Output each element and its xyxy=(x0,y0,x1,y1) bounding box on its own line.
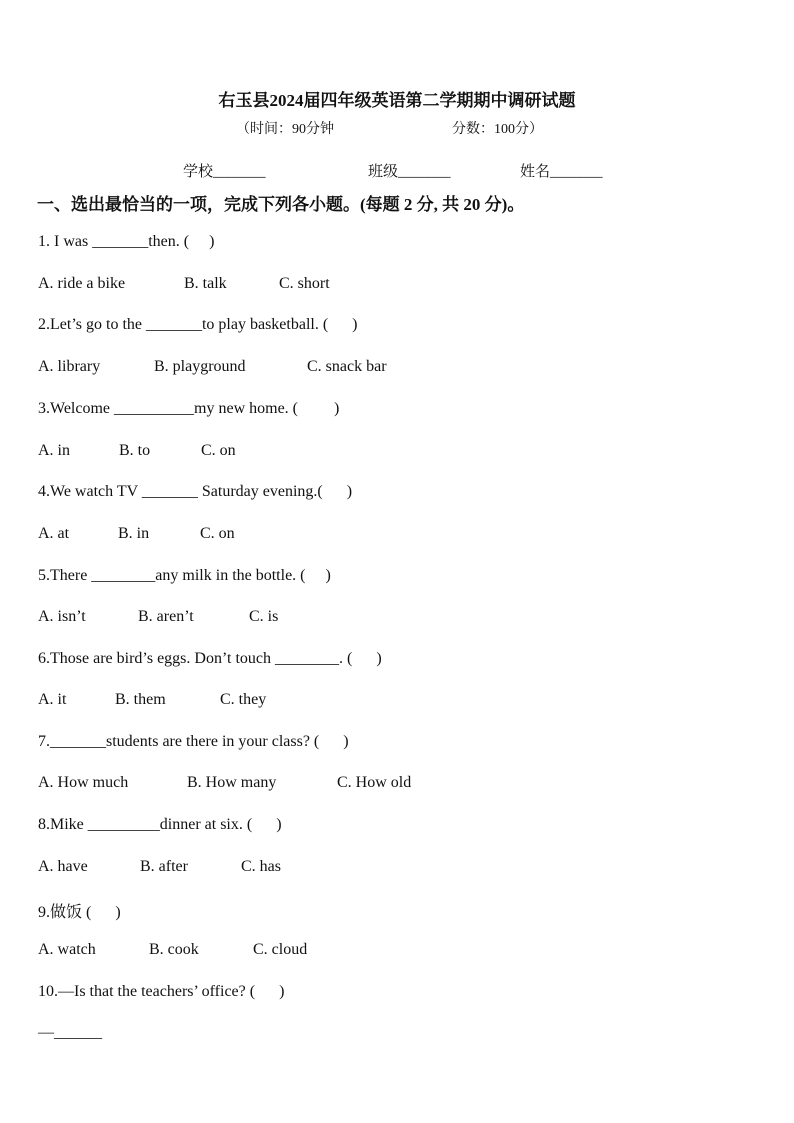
question-4-option-c[interactable]: C. on xyxy=(200,525,235,542)
exam-title: 右玉县2024届四年级英语第二学期期中调研试题 xyxy=(218,91,576,110)
question-3: 3.Welcome __________my new home. ( ) xyxy=(38,400,340,417)
question-7-option-b[interactable]: B. How many xyxy=(187,774,277,791)
question-5-option-c[interactable]: C. is xyxy=(249,608,279,625)
question-9-option-b[interactable]: B. cook xyxy=(149,941,199,958)
question-4-option-a[interactable]: A. at xyxy=(38,525,70,542)
question-3-option-a[interactable]: A. in xyxy=(38,442,70,459)
question-6-option-c[interactable]: C. they xyxy=(220,691,267,708)
question-9-option-c[interactable]: C. cloud xyxy=(253,941,308,958)
question-3-option-c[interactable]: C. on xyxy=(201,442,236,459)
question-2-option-b[interactable]: B. playground xyxy=(154,358,246,375)
school-field[interactable]: 学校_______ xyxy=(183,164,266,180)
question-5: 5.There ________any milk in the bottle. ( ) xyxy=(38,567,331,584)
section-heading: 一、选出最恰当的一项，完成下列各小题。(每题 2 分, 共 20 分)。 xyxy=(37,195,525,214)
question-6-option-a[interactable]: A. it xyxy=(38,691,67,708)
question-6: 6.Those are bird’s eggs. Don’t touch ________. ( ) xyxy=(38,650,382,667)
question-1-option-c[interactable]: C. short xyxy=(279,275,330,292)
question-7-option-c[interactable]: C. How old xyxy=(337,774,412,791)
question-5-option-a[interactable]: A. isn’t xyxy=(38,608,86,625)
question-5-option-b[interactable]: B. aren’t xyxy=(138,608,194,625)
question-8-option-b[interactable]: B. after xyxy=(140,858,188,875)
question-1-option-a[interactable]: A. ride a bike xyxy=(38,275,126,292)
question-4: 4.We watch TV _______ Saturday evening.( ) xyxy=(38,483,353,500)
question-8: 8.Mike _________dinner at six. ( ) xyxy=(38,816,282,833)
question-4-option-b[interactable]: B. in xyxy=(118,525,150,542)
question-2-option-c[interactable]: C. snack bar xyxy=(307,358,387,375)
question-1: 1. I was _______then. ( ) xyxy=(38,233,215,250)
exam-time: （时间：90分钟 xyxy=(236,122,334,137)
question-8-option-a[interactable]: A. have xyxy=(38,858,88,875)
question-2-option-a[interactable]: A. library xyxy=(38,358,101,375)
question-9: 9.做饭 ( ) xyxy=(38,904,121,921)
question-10: 10.—Is that the teachers’ office? ( ) xyxy=(38,983,285,1000)
exam-score: 分数：100分） xyxy=(452,122,543,137)
class-field[interactable]: 班级_______ xyxy=(368,164,451,180)
question-2: 2.Let’s go to the _______to play basketball. ( ) xyxy=(38,316,358,333)
question-9-option-a[interactable]: A. watch xyxy=(38,941,96,958)
question-7: 7._______students are there in your class? ( ) xyxy=(38,733,349,750)
question-10-answer-line[interactable]: —______ xyxy=(38,1024,102,1041)
name-field[interactable]: 姓名_______ xyxy=(520,164,603,180)
question-7-option-a[interactable]: A. How much xyxy=(38,774,129,791)
question-8-option-c[interactable]: C. has xyxy=(241,858,281,875)
question-1-option-b[interactable]: B. talk xyxy=(184,275,227,292)
question-3-option-b[interactable]: B. to xyxy=(119,442,151,459)
question-6-option-b[interactable]: B. them xyxy=(115,691,166,708)
